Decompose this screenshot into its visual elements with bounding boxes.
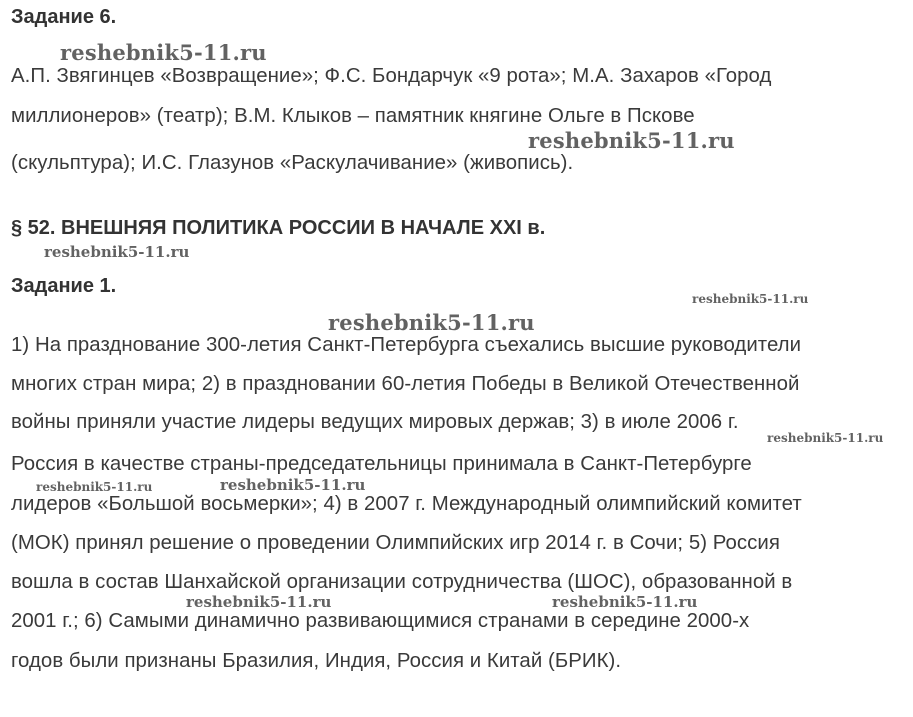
watermark-text: reshebnik5-11.ru bbox=[528, 128, 735, 153]
task-6-heading: Задание 6. bbox=[11, 6, 117, 28]
task-1-line-9: годов были признаны Бразилия, Индия, Россия и Китай (БРИК). bbox=[11, 650, 622, 672]
task-1-line-6: (МОК) принял решение о проведении Олимпийских игр 2014 г. в Сочи; 5) Россия bbox=[11, 532, 780, 554]
task-1-line-7: вошла в состав Шанхайской организации сотрудничества (ШОС), образованной в bbox=[11, 571, 793, 593]
task-6-line-2: миллионеров» (театр); В.М. Клыков – памятник княгине Ольге в Пскове bbox=[11, 105, 695, 127]
task-1-heading: Задание 1. bbox=[11, 275, 117, 297]
section-title: § 52. ВНЕШНЯЯ ПОЛИТИКА РОССИИ В НАЧАЛЕ XXI в. bbox=[11, 217, 546, 239]
task-1-line-5: лидеров «Большой восьмерки»; 4) в 2007 г. Международный олимпийский комитет bbox=[11, 493, 802, 515]
watermark-text: reshebnik5-11.ru bbox=[552, 593, 698, 611]
watermark-text: reshebnik5-11.ru bbox=[186, 593, 332, 611]
task-6-line-1: А.П. Звягинцев «Возвращение»; Ф.С. Бондарчук «9 рота»; М.А. Захаров «Город bbox=[11, 65, 772, 87]
task-1-line-3: войны приняли участие лидеры ведущих мировых держав; 3) в июле 2006 г. bbox=[11, 411, 739, 433]
watermark-text: reshebnik5-11.ru bbox=[767, 431, 884, 445]
task-6-line-3: (скульптура); И.С. Глазунов «Раскулачивание» (живопись). bbox=[11, 152, 574, 174]
watermark-text: reshebnik5-11.ru bbox=[692, 292, 809, 306]
watermark-text: reshebnik5-11.ru bbox=[36, 480, 153, 494]
watermark-text: reshebnik5-11.ru bbox=[60, 40, 267, 65]
task-1-line-2: многих стран мира; 2) в праздновании 60-летия Победы в Великой Отечественной bbox=[11, 373, 800, 395]
watermark-text: reshebnik5-11.ru bbox=[44, 243, 190, 261]
watermark-text: reshebnik5-11.ru bbox=[328, 310, 535, 335]
task-1-line-1: 1) На празднование 300-летия Санкт-Петербурга съехались высшие руководители bbox=[11, 334, 802, 356]
task-1-line-8: 2001 г.; 6) Самыми динамично развивающимися странами в середине 2000-х bbox=[11, 610, 750, 632]
watermark-text: reshebnik5-11.ru bbox=[220, 476, 366, 494]
task-1-line-4: Россия в качестве страны-председательницы принимала в Санкт-Петербурге bbox=[11, 453, 752, 475]
